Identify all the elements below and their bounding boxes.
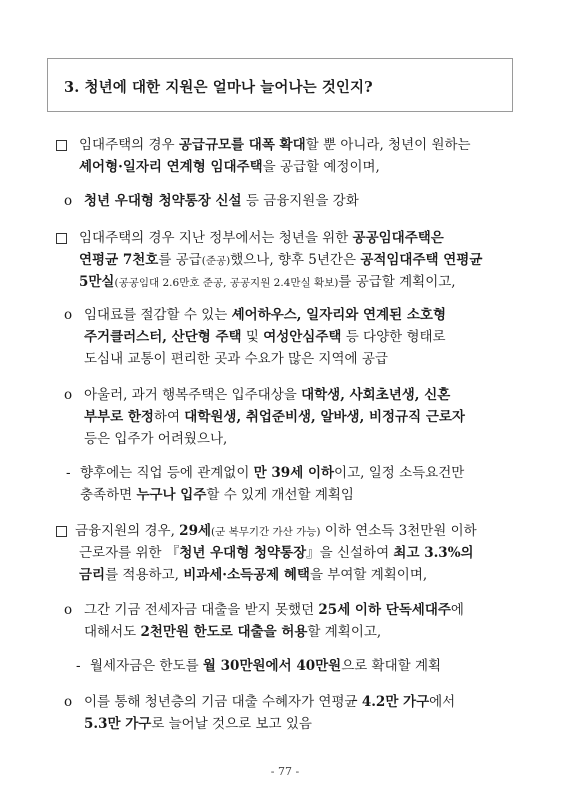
p3-line-3	[79, 565, 427, 585]
text-run: 최고 3.3%의	[393, 545, 474, 561]
heading-box	[47, 58, 513, 112]
d2-line	[90, 656, 441, 676]
text-run: 월 30만원에서 40만원	[202, 658, 342, 674]
o2-line-2	[84, 327, 446, 347]
text-run: 연평균 7천호	[79, 252, 159, 268]
p1-line-1	[79, 135, 471, 155]
dash-bullet: -	[66, 465, 71, 481]
dash-bullet: -	[76, 658, 81, 674]
p2-line-2	[79, 250, 482, 271]
text-run: 대학원생, 취업준비생, 알바생, 비정규직 근로자	[184, 409, 465, 425]
text-run: 이를 통해 청년층의 기금 대출 수혜자가 연평균	[84, 694, 362, 710]
text-run: 를 적용하고,	[105, 567, 184, 583]
p3-line-2	[79, 543, 474, 563]
circle-bullet: o	[64, 694, 73, 710]
text-run: 할 뿐 아니라, 청년이 원하는	[305, 137, 471, 153]
text-run: 월세자금은 한도를	[90, 658, 203, 674]
text-run: 하여	[153, 409, 185, 425]
circle-bullet: o	[64, 193, 73, 209]
p2-line-3	[79, 272, 456, 293]
text-run: 그간 기금 전세자금 대출을 받지 못했던	[84, 602, 319, 618]
o3-line-1	[84, 385, 450, 405]
text-run: (군 복무기간 가산 가능)	[211, 526, 321, 538]
heading: 3. 청년에 대한 지원은 얼마나 늘어나는 것인지?	[64, 79, 373, 96]
text-run: 향후에는 직업 등에 관계없이	[80, 465, 254, 481]
text-run: 29세	[179, 523, 211, 539]
o2-line-3	[84, 349, 388, 369]
text-run: 셰어형·일자리 연계형 임대주택	[79, 159, 263, 175]
text-run: 아울러, 과거 행복주택은 입주대상을	[84, 387, 302, 403]
square-bullet-icon	[56, 233, 67, 244]
text-run: 를 공급	[158, 252, 202, 268]
p2-line-1	[79, 228, 444, 248]
text-run: 이하 연소득 3천만원 이하	[320, 523, 477, 539]
text-run: 대해서도	[84, 624, 141, 640]
text-run: 했으나, 향후 5년간은	[230, 252, 361, 268]
text-run: 를 공급할 계획이고,	[338, 274, 456, 290]
p3-line-1	[75, 521, 477, 542]
circle-bullet: o	[64, 602, 73, 618]
text-run: 공적임대주택 연평균	[360, 252, 483, 268]
text-run: 』을 신설하여	[306, 545, 394, 561]
text-run: 등 금융지원을 강화	[241, 193, 359, 209]
page-number: - 77 -	[270, 765, 300, 778]
text-run: 에	[450, 602, 464, 618]
text-run: 할 계획이고,	[307, 624, 382, 640]
text-run: 2천만원 한도로 대출을 허용	[140, 624, 308, 640]
text-run: 에서	[429, 694, 456, 710]
o2-line-1	[84, 305, 446, 325]
text-run: 을 공급할 예정이며,	[262, 159, 380, 175]
text-run: 금융지원의 경우,	[75, 523, 180, 539]
o1-line	[84, 191, 359, 211]
text-run: 로 늘어날 것으로 보고 있음	[151, 716, 312, 732]
text-run: 셰어하우스, 일자리와 연계된 소호형	[231, 307, 446, 323]
text-run: 이고, 일정 소득요건만	[334, 465, 465, 481]
o4-line-2	[84, 622, 381, 642]
text-run: 25세 이하 단독세대주	[318, 602, 451, 618]
text-run: 주거클러스터, 산단형 주택	[84, 329, 242, 345]
text-run: 충족하면	[80, 487, 137, 503]
text-run: 5.3만 가구	[84, 716, 152, 732]
text-run: 및	[241, 329, 264, 345]
text-run: 으로 확대할 계획	[341, 658, 442, 674]
text-run: 임대료를 절감할 수 있는	[84, 307, 232, 323]
d1-line-2	[80, 485, 354, 505]
text-run: 청년 우대형 청약통장 신설	[84, 193, 242, 209]
text-run: 5만실	[79, 274, 115, 290]
text-run: 부부로 한정	[84, 409, 154, 425]
o3-line-2	[84, 407, 465, 427]
text-run: 을 부여할 계획이며,	[309, 567, 428, 583]
text-run: (공공임대 2.6만호 준공, 공공지원 2.4만실 확보)	[114, 277, 339, 289]
square-bullet-icon	[56, 526, 67, 537]
text-run: 임대주택의 경우	[79, 137, 179, 153]
text-run: 임대주택의 경우 지난 정부에서는 청년을 위한	[79, 230, 353, 246]
text-run: 공공임대주택은	[352, 230, 444, 246]
p1-line-2	[79, 157, 380, 177]
text-run: 공급규모를 대폭 확대	[178, 137, 306, 153]
square-bullet-icon	[56, 140, 67, 151]
text-run: 4.2만 가구	[361, 694, 430, 710]
text-run: 누구나 입주	[136, 487, 207, 503]
text-run: 비과세·소득공제 혜택	[183, 567, 310, 583]
text-run: 할 수 있게 개선할 계획임	[206, 487, 354, 503]
text-run: 대학생, 사회초년생, 신혼	[301, 387, 451, 403]
text-run: 여성안심주택	[263, 329, 342, 345]
o5-line-1	[84, 692, 455, 712]
o4-line-1	[84, 600, 464, 620]
text-run: 청년 우대형 청약통장	[179, 545, 307, 561]
text-run: 금리	[79, 567, 106, 583]
o3-line-3	[84, 429, 227, 449]
text-run: 만 39세 이하	[253, 465, 335, 481]
o5-line-2	[84, 714, 312, 734]
d1-line-1	[80, 463, 464, 483]
text-run: 등은 입주가 어려웠으나,	[84, 431, 228, 447]
text-run: (준공)	[201, 255, 231, 267]
circle-bullet: o	[64, 387, 73, 403]
circle-bullet: o	[64, 307, 73, 323]
text-run: 근로자를 위한 『	[79, 545, 180, 561]
text-run: 도심내 교통이 편리한 곳과 수요가 많은 지역에 공급	[84, 351, 388, 367]
text-run: 등 다양한 형태로	[341, 329, 446, 345]
